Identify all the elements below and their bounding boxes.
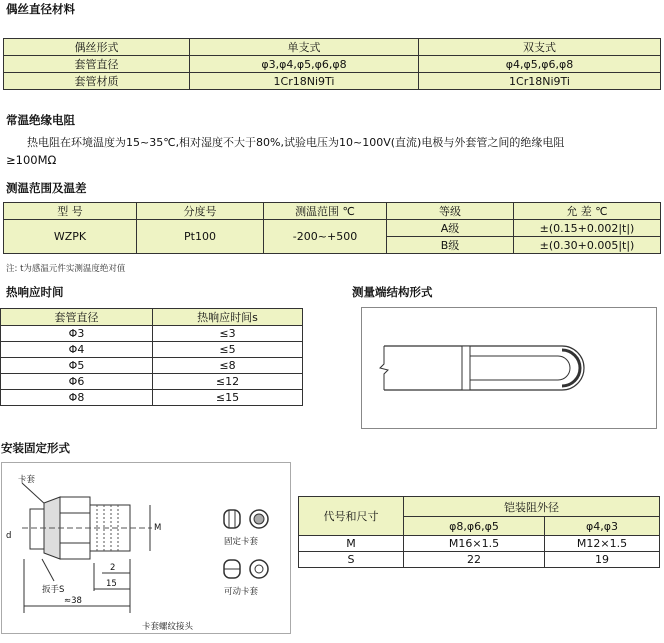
range-table bbox=[3, 202, 661, 254]
cell: M bbox=[299, 536, 404, 552]
header-cell: 型 号 bbox=[4, 203, 137, 220]
install-table bbox=[298, 496, 660, 568]
header-cell: 偶丝形式 bbox=[4, 39, 190, 56]
fitting-caption: 卡套螺纹接头 bbox=[142, 622, 194, 632]
section-title-wire: 偶丝直径材料 bbox=[6, 2, 75, 16]
range-cell: -200~+500 bbox=[264, 220, 387, 254]
label-katao: 卡套 bbox=[18, 475, 36, 485]
label-d: d bbox=[6, 531, 12, 541]
header-cell: 双支式 bbox=[419, 39, 661, 56]
header-cell: 单支式 bbox=[190, 39, 419, 56]
probe-tip-drawing bbox=[362, 308, 656, 428]
section-title-structure: 测量端结构形式 bbox=[352, 285, 433, 299]
cell: M16×1.5 bbox=[404, 536, 545, 552]
header-cell: 分度号 bbox=[137, 203, 264, 220]
cell: ≤12 bbox=[153, 374, 303, 390]
movable-sleeve-label: 可动卡套 bbox=[224, 587, 259, 597]
section-title-install: 安装固定形式 bbox=[1, 441, 70, 455]
section-title-insulation: 常温绝缘电阻 bbox=[6, 113, 75, 127]
wire-table bbox=[3, 38, 661, 90]
header-cell: 代号和尺寸 bbox=[299, 497, 404, 536]
fixed-sleeve-icon bbox=[222, 507, 272, 531]
dim-2: 2 bbox=[110, 563, 116, 573]
cell: ≤5 bbox=[153, 342, 303, 358]
index-cell: Pt100 bbox=[137, 220, 264, 254]
grade-b: B级 bbox=[387, 237, 514, 254]
cell: M12×1.5 bbox=[545, 536, 660, 552]
structure-diagram bbox=[361, 307, 657, 429]
header-cell: 允 差 ℃ bbox=[514, 203, 661, 220]
cell: 1Cr18Ni9Ti bbox=[419, 73, 661, 90]
cell: ≤15 bbox=[153, 390, 303, 406]
model-cell: WZPK bbox=[4, 220, 137, 254]
dim-15: 15 bbox=[106, 579, 117, 589]
cell: Φ6 bbox=[1, 374, 153, 390]
cell: ≤3 bbox=[153, 326, 303, 342]
tolerance-a: ±(0.15+0.002|t|) bbox=[514, 220, 661, 237]
header-cell: 铠装阻外径 bbox=[404, 497, 660, 517]
row-label: 套管直径 bbox=[4, 56, 190, 73]
fitting-drawing bbox=[2, 463, 290, 633]
header-cell: φ4,φ3 bbox=[545, 517, 660, 536]
movable-sleeve-icon bbox=[222, 557, 272, 581]
section-title-response: 热响应时间 bbox=[6, 285, 64, 299]
response-table bbox=[0, 308, 303, 406]
row-label: 套管材质 bbox=[4, 73, 190, 90]
header-cell: 测温范围 ℃ bbox=[264, 203, 387, 220]
install-diagram bbox=[1, 462, 291, 634]
cell: ≤8 bbox=[153, 358, 303, 374]
cell: Φ3 bbox=[1, 326, 153, 342]
cell: S bbox=[299, 552, 404, 568]
label-m: M bbox=[154, 523, 162, 533]
cell: Φ5 bbox=[1, 358, 153, 374]
section-title-range: 测温范围及温差 bbox=[6, 181, 87, 195]
grade-a: A级 bbox=[387, 220, 514, 237]
dim-38: ≈38 bbox=[64, 596, 82, 606]
header-cell: 套管直径 bbox=[1, 309, 153, 326]
cell: Φ8 bbox=[1, 390, 153, 406]
cell: φ3,φ4,φ5,φ6,φ8 bbox=[190, 56, 419, 73]
cell: 22 bbox=[404, 552, 545, 568]
header-cell: φ8,φ6,φ5 bbox=[404, 517, 545, 536]
fixed-sleeve-label: 固定卡套 bbox=[224, 537, 259, 547]
insulation-text-line1: 热电阻在环境温度为15~35℃,相对湿度不大于80%,试验电压为10~100V(直流)电极与外套管之间的绝缘电阻 bbox=[27, 136, 565, 149]
insulation-text-line2: ≥100MΩ bbox=[6, 153, 57, 167]
range-note: 注: t为感温元件实测温度绝对值 bbox=[6, 264, 126, 274]
label-wrench: 扳手S bbox=[42, 585, 65, 595]
cell: 19 bbox=[545, 552, 660, 568]
cell: 1Cr18Ni9Ti bbox=[190, 73, 419, 90]
header-cell: 等级 bbox=[387, 203, 514, 220]
header-cell: 热响应时间s bbox=[153, 309, 303, 326]
tolerance-b: ±(0.30+0.005|t|) bbox=[514, 237, 661, 254]
cell: Φ4 bbox=[1, 342, 153, 358]
cell: φ4,φ5,φ6,φ8 bbox=[419, 56, 661, 73]
